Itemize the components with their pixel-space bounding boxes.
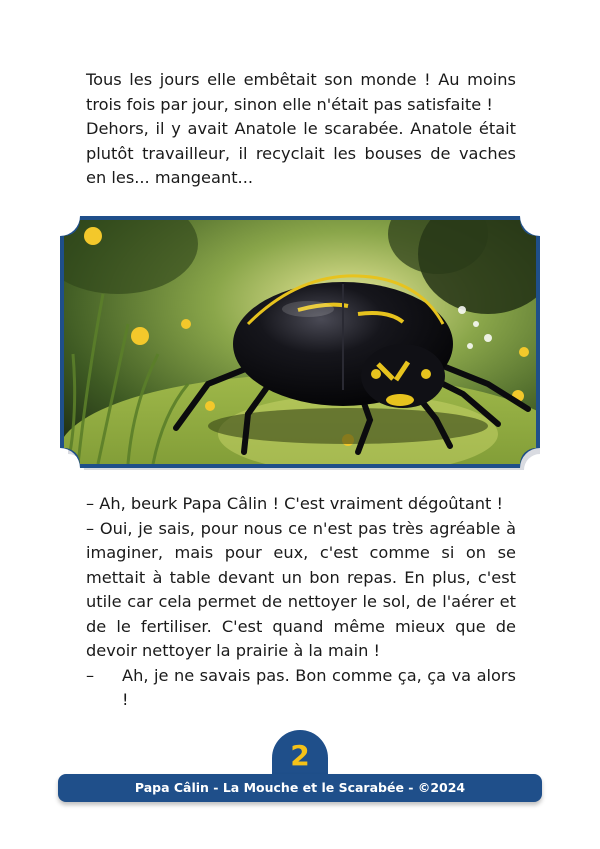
- beetle-illustration: [58, 214, 542, 470]
- dialogue-line: – Ah, beurk Papa Câlin ! C'est vraiment dégoûtant !: [86, 494, 504, 513]
- story-line: Dehors, il y avait Anatole le scarabée. Anatole était plutôt travailleur, il recyclait les bouses de vaches en les... mangeant...: [86, 119, 516, 187]
- story-paragraph-1: [86, 68, 516, 191]
- dialogue-dash: –: [86, 665, 95, 685]
- story-dialogue: [86, 492, 516, 713]
- dialogue-line: [86, 664, 516, 713]
- story-line: Tous les jours elle embêtait son monde ! Au moins trois fois par jour, sinon elle n'était pas satisfaite !: [86, 70, 516, 114]
- dialogue-line: – Oui, je sais, pour nous ce n'est pas très agréable à imaginer, mais pour eux, c'est comme si on se mettait à table devant un bon repas. En plus, c'est utile car cela permet de nettoyer le sol, de l'aérer et de le fertiliser. C'est quand même mieux que de devoir nettoyer la prairie à la main !: [86, 518, 516, 660]
- illustration-frame: [58, 214, 542, 470]
- dialogue-text: Ah, je ne savais pas. Bon comme ça, ça va alors !: [122, 665, 516, 709]
- footer-bar: [58, 774, 542, 802]
- footer-text: Papa Câlin - La Mouche et le Scarabée - ©2024: [134, 780, 466, 795]
- page-number: 2: [290, 739, 310, 772]
